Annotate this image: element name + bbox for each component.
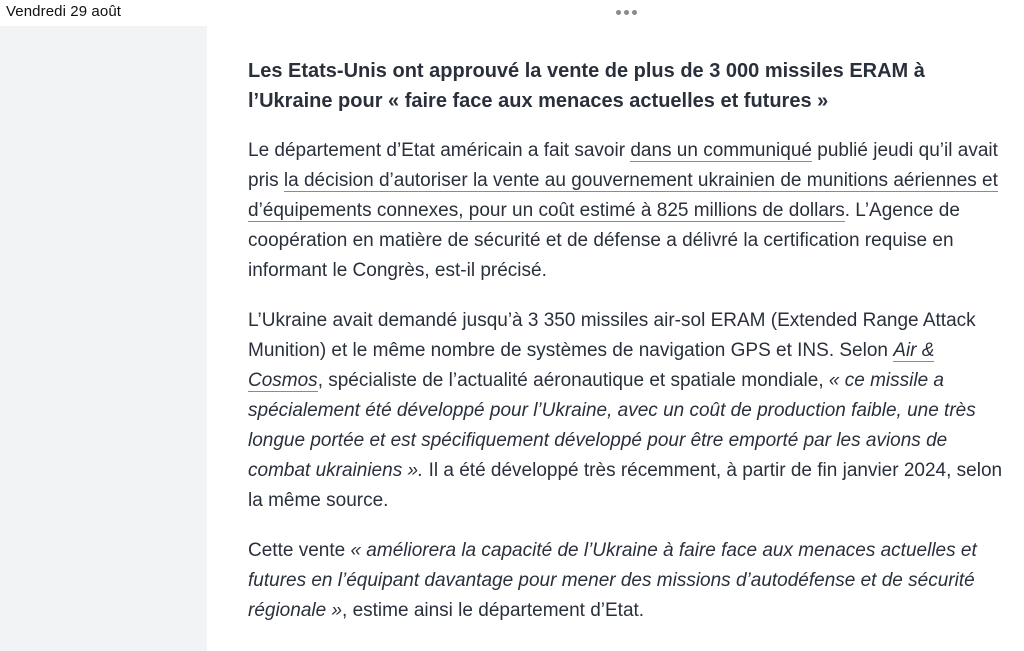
p3-text-2: , estime ainsi le département d’Etat.: [342, 600, 645, 621]
article-headline: Les Etats-Unis ont approuvé la vente de plus de 3 000 missiles ERAM à l’Ukraine pour « faire face aux menaces actuelles et futures »: [248, 60, 925, 112]
sale-decision-link[interactable]: la décision d’autoriser la vente au gouvernement ukrainien de munitions aériennes et d’équipements connexes, pour un coût estimé à 825 millions de dollars: [248, 170, 998, 221]
p3-quote: « améliorera la capacité de l’Ukraine à faire face aux menaces actuelles et futures en l’équipant davantage pour mener des missions d’autodéfense et de sécurité régionale »: [248, 540, 977, 621]
dot: [616, 10, 621, 15]
dot: [632, 10, 637, 15]
p1-text-3: . L’Agence de coopération en matière de sécurité et de défense a délivré la certification requise en informant le Congrès, est-il précisé.: [248, 200, 960, 281]
p3-text-1: Cette vente: [248, 540, 351, 561]
paragraph-3: [248, 536, 1008, 626]
air-cosmos-link-label: Air & Cosmos: [248, 340, 935, 391]
dot: [624, 10, 629, 15]
paragraph-2: [248, 306, 1008, 516]
sidebar: [0, 26, 207, 651]
p2-text-3: Il a été développé très récemment, à partir de fin janvier 2024, selon la même source.: [248, 460, 1003, 511]
p2-text-1: L’Ukraine avait demandé jusqu’à 3 350 missiles air-sol ERAM (Extended Range Attack Munition) et le même nombre de systèmes de navigation GPS et INS. Selon: [248, 310, 976, 361]
more-horizontal-icon[interactable]: [611, 6, 641, 18]
paragraph-1: [248, 136, 1008, 286]
p1-text-2: publié jeudi qu’il avait pris: [248, 140, 998, 191]
p2-quote: « ce missile a spécialement été développé pour l’Ukraine, avec un coût de production faible, une très longue portée et est spécifiquement développé pour être emporté par les avions de combat ukrainiens ».: [248, 370, 976, 481]
status-bar-date: Vendredi 29 août: [6, 3, 122, 20]
communique-link[interactable]: dans un communiqué: [630, 140, 812, 161]
article-body: [248, 56, 1008, 626]
p1-text-1: Le département d’Etat américain a fait savoir: [248, 140, 631, 161]
p2-text-2: , spécialiste de l’actualité aéronautique et spatiale mondiale,: [317, 370, 829, 391]
